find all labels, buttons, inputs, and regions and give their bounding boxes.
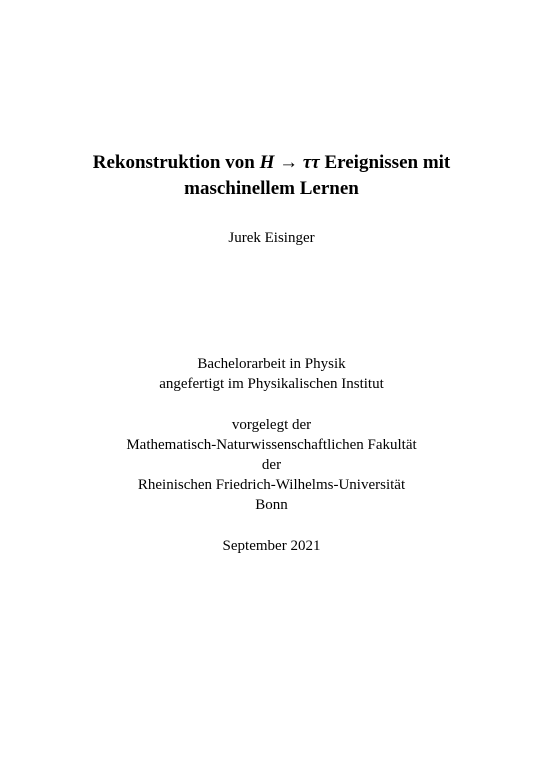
title-suffix: Ereignissen mit	[319, 152, 451, 173]
title-line-1	[0, 150, 543, 176]
thesis-info	[0, 354, 543, 394]
title-line-2: maschinellem Lernen	[184, 178, 359, 199]
submission-line-3: der	[261, 457, 282, 473]
thesis-institute: angefertigt im Physikalischen Institut	[159, 376, 384, 392]
thesis-type: Bachelorarbeit in Physik	[197, 356, 346, 372]
author-name: Jurek Eisinger	[228, 230, 315, 246]
document-title	[0, 150, 543, 202]
university-name: Rheinischen Friedrich-Wilhelms-Universität	[137, 477, 406, 493]
city-name: Bonn	[255, 497, 288, 513]
submission-info	[0, 415, 543, 515]
faculty-name: Mathematisch-Naturwissenschaftlichen Fakultät	[126, 437, 417, 453]
title-math-expression: H → ττ	[259, 152, 320, 173]
submission-date: September 2021	[222, 538, 321, 554]
submission-line-1: vorgelegt der	[231, 417, 312, 433]
title-prefix: Rekonstruktion von	[92, 152, 260, 173]
